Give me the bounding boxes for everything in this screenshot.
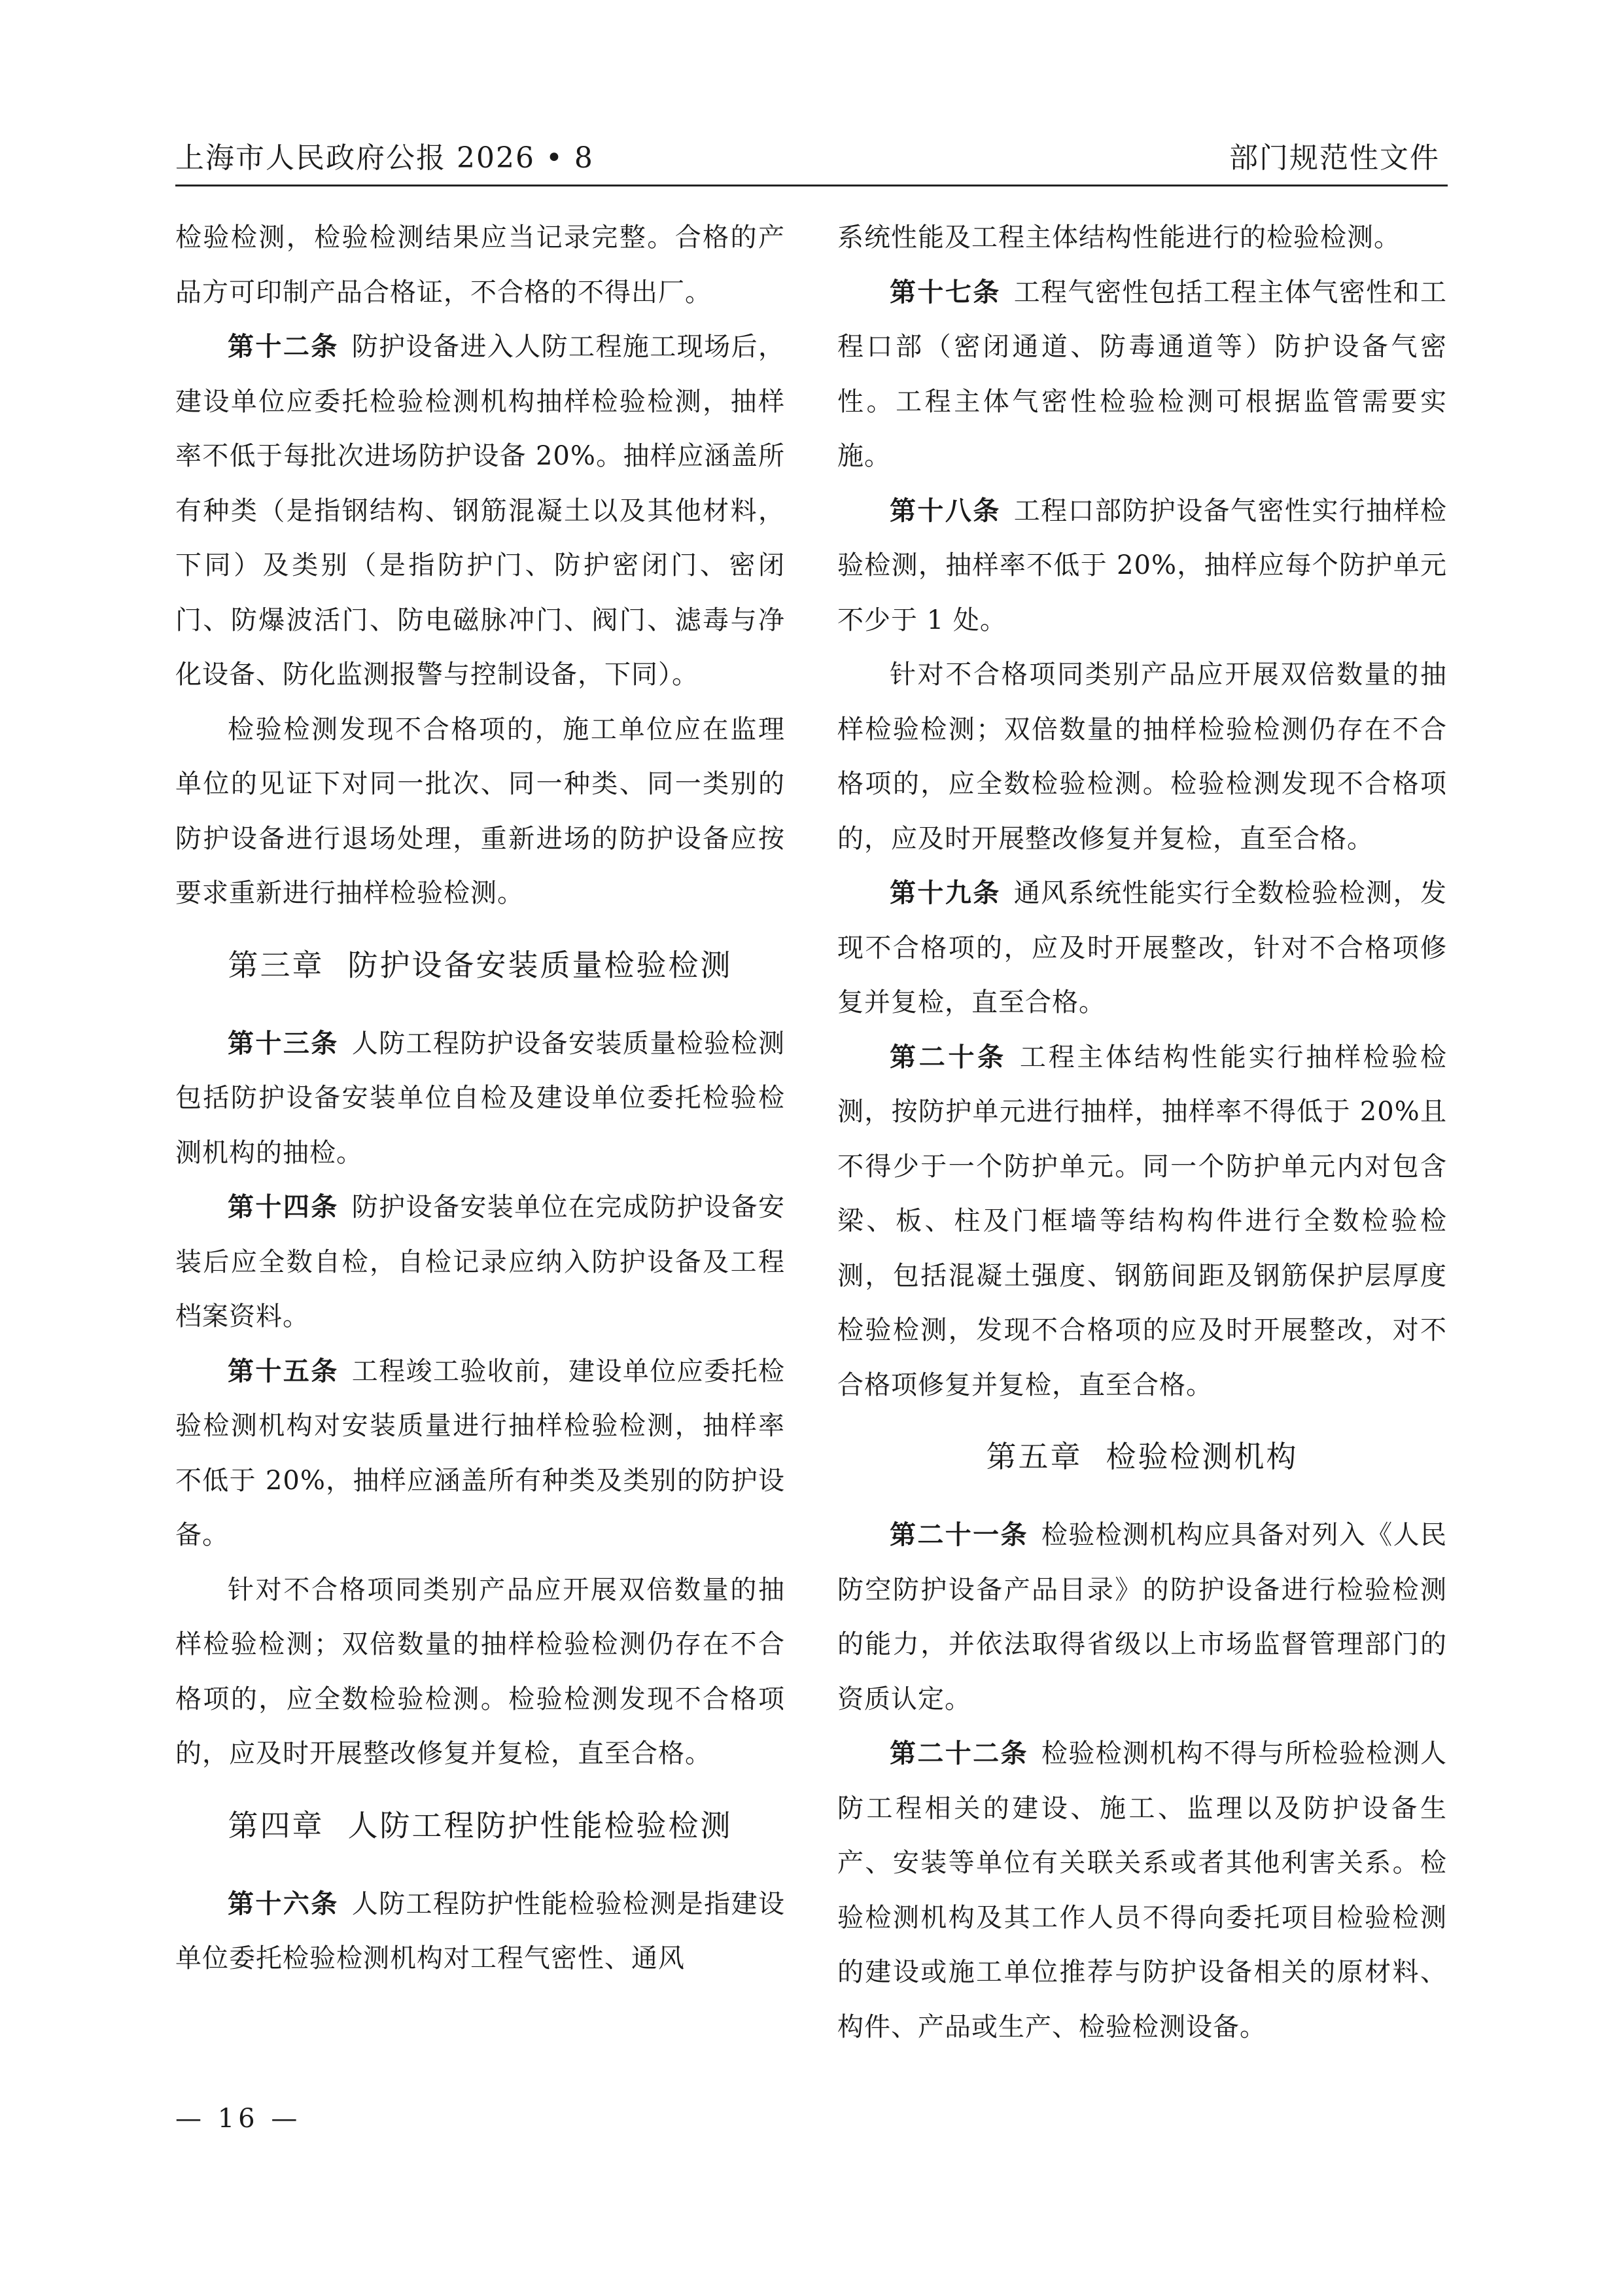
article-14 — [175, 1180, 785, 1345]
article-text: 工程口部防护设备气密性实行抽样检验检测，抽样率不低于 20%，抽样应每个防护单元不少于 1 处。 — [837, 495, 1448, 635]
article-label: 第二十条 — [890, 1042, 1007, 1072]
article-label: 第十七条 — [890, 277, 1001, 308]
article-label: 第十八条 — [890, 495, 1001, 526]
article-text: 检验检测机构应具备对列入《人民防空防护设备产品目录》的防护设备进行检验检测的能力，并依法取得省级以上市场监督管理部门的资质认定。 — [837, 1520, 1448, 1714]
article-17 — [837, 266, 1447, 484]
article-text: 通风系统性能实行全数检验检测，发现不合格项的，应及时开展整改，针对不合格项修复并复检，直至合格。 — [837, 878, 1448, 1017]
chapter-title: 防护设备安装质量检验检测 — [347, 947, 733, 983]
header-divider — [175, 185, 1448, 186]
chapter-number: 第四章 — [228, 1807, 324, 1843]
article-label: 第二十一条 — [890, 1520, 1028, 1550]
chapter-5-heading — [837, 1428, 1447, 1485]
article-text: 工程竣工验收前，建设单位应委托检验检测机构对安装质量进行抽样检验检测，抽样率不低于 20%，抽样应涵盖所有种类及类别的防护设备。 — [175, 1356, 786, 1550]
article-19 — [837, 866, 1447, 1031]
section-title: 部门规范性文件 — [1229, 141, 1440, 175]
article-text: 检验检测机构不得与所检验检测人防工程相关的建设、施工、监理以及防护设备生产、安装等单位有关联关系或者其他利害关系。检验检测机构及其工作人员不得向委托项目检验检测的建设或施工单位推荐与防护设备相关的原材料、构件、产品或生产、检验检测设备。 — [837, 1739, 1448, 2042]
article-label: 第十二条 — [228, 332, 339, 362]
article-label: 第十四条 — [228, 1192, 339, 1222]
paragraph: 针对不合格项同类别产品应开展双倍数量的抽样检验检测；双倍数量的抽样检验检测仍存在不合格项的，应全数检验检测。检验检测发现不合格项的，应及时开展整改修复并复检，直至合格。 — [837, 660, 1447, 854]
page-number: — 16 — — [175, 2104, 302, 2134]
article-22 — [837, 1727, 1447, 2055]
left-column — [175, 211, 785, 1987]
article-label: 第十三条 — [228, 1028, 339, 1059]
chapter-3-heading — [175, 937, 785, 993]
article-16 — [175, 1877, 785, 1987]
article-20 — [837, 1031, 1447, 1413]
chapter-number: 第五章 — [986, 1439, 1083, 1474]
article-18 — [837, 484, 1447, 648]
right-column — [837, 211, 1447, 2055]
article-label: 第十九条 — [890, 878, 1001, 908]
article-21 — [837, 1508, 1447, 1727]
article-text: 人防工程防护设备安装质量检验检测包括防护设备安装单位自检及建设单位委托检验检测机构的抽检。 — [175, 1028, 786, 1168]
chapter-4-heading — [175, 1797, 785, 1854]
article-text: 工程气密性包括工程主体气密性和工程口部（密闭通道、防毒通道等）防护设备气密性。工程主体气密性检验检测可根据监管需要实施。 — [837, 277, 1448, 471]
article-label: 第十五条 — [228, 1356, 339, 1386]
article-label: 第十六条 — [228, 1888, 339, 1919]
article-text: 防护设备安装单位在完成防护设备安装后应全数自检，自检记录应纳入防护设备及工程档案资料。 — [175, 1192, 786, 1332]
paragraph: 针对不合格项同类别产品应开展双倍数量的抽样检验检测；双倍数量的抽样检验检测仍存在不合格项的，应全数检验检测。检验检测发现不合格项的，应及时开展整改修复并复检，直至合格。 — [175, 1574, 785, 1769]
paragraph: 系统性能及工程主体结构性能进行的检验检测。 — [837, 222, 1401, 253]
article-label: 第二十二条 — [890, 1739, 1028, 1769]
chapter-title: 检验检测机构 — [1106, 1439, 1299, 1474]
article-15 — [175, 1345, 785, 1563]
paragraph: 检验检测，检验检测结果应当记录完整。合格的产品方可印制产品合格证，不合格的不得出厂。 — [175, 222, 785, 308]
publication-title: 上海市人民政府公报 2026 • 8 — [175, 141, 594, 175]
article-text: 人防工程防护性能检验检测是指建设单位委托检验检测机构对工程气密性、通风 — [175, 1888, 786, 1973]
article-text: 防护设备进入人防工程施工现场后，建设单位应委托检验检测机构抽样检验检测，抽样率不低于每批次进场防护设备 20%。抽样应涵盖所有种类（是指钢结构、钢筋混凝土以及其他材料，下同）及类别（是指防护门、防护密闭门、密闭门、防爆波活门、防电磁脉冲门、阀门、滤毒与净化设备、防化监测报警与控制设备，下同）。 — [175, 332, 786, 690]
article-12 — [175, 320, 785, 703]
chapter-title: 人防工程防护性能检验检测 — [347, 1807, 733, 1843]
article-13 — [175, 1017, 785, 1181]
paragraph: 检验检测发现不合格项的，施工单位应在监理单位的见证下对同一批次、同一种类、同一类别的防护设备进行退场处理，重新进场的防护设备应按要求重新进行抽样检验检测。 — [175, 714, 785, 908]
chapter-number: 第三章 — [228, 947, 324, 983]
article-text: 工程主体结构性能实行抽样检验检测，按防护单元进行抽样，抽样率不得低于 20%且不得少于一个防护单元。同一个防护单元内对包含梁、板、柱及门框墙等结构构件进行全数检验检测，包括混凝土强度、钢筋间距及钢筋保护层厚度检验检测，发现不合格项的应及时开展整改，对不合格项修复并复检，直至合格。 — [837, 1042, 1448, 1400]
